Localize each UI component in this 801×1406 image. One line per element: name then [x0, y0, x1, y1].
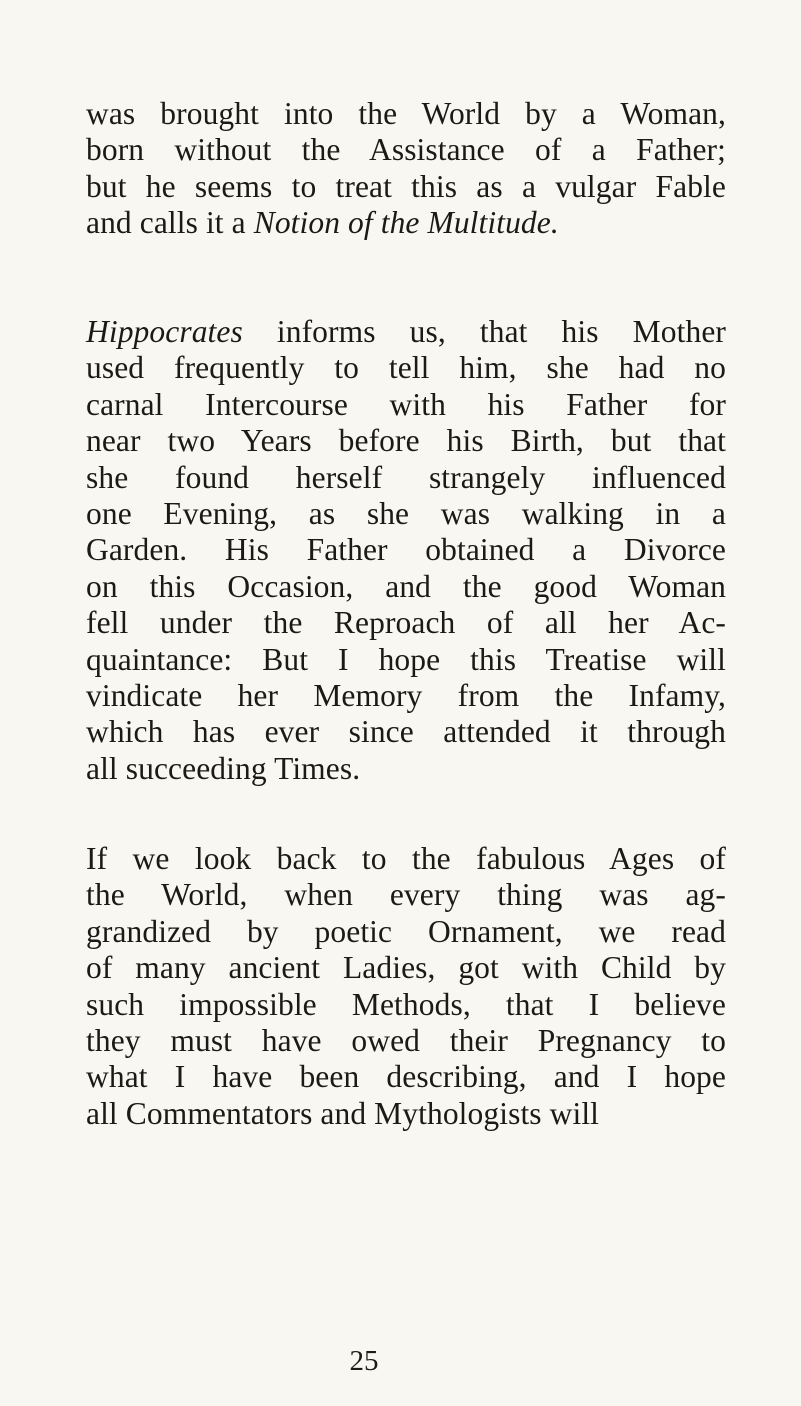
text-line: [86, 169, 726, 205]
text-line: [86, 96, 726, 132]
text-line: [86, 1059, 726, 1095]
page-number: 25: [349, 1345, 379, 1377]
text-segment: vindicate her Memory from the Infamy,: [86, 678, 726, 714]
text-line: [86, 496, 726, 532]
text-line: [86, 205, 726, 241]
text-segment: fell under the Reproach of all her Ac-: [86, 605, 726, 641]
text-segment: near two Years before his Birth, but that: [86, 423, 726, 459]
text-segment: what I have been describing, and I hope: [86, 1059, 726, 1095]
text-segment: but he seems to treat this as a vulgar Fable: [86, 168, 726, 204]
text-segment: was brought into the World by a Woman,: [86, 96, 726, 131]
text-segment: all Commentators and Mythologists will: [86, 1095, 600, 1131]
text-segment: they must have owed their Pregnancy to: [86, 1023, 726, 1059]
text-segment: carnal Intercourse with his Father for: [86, 386, 726, 422]
text-line: [86, 387, 726, 423]
paragraph-2: [86, 314, 726, 787]
text-line: [86, 132, 726, 168]
text-segment: grandized by poetic Ornament, we read: [86, 913, 726, 949]
text-line: [86, 950, 726, 986]
text-segment: quaintance: But I hope this Treatise will: [86, 641, 726, 677]
text-segment: such impossible Methods, that I believe: [86, 986, 726, 1022]
text-segment: the World, when every thing was ag-: [86, 877, 726, 913]
text-segment: one Evening, as she was walking in a: [86, 496, 726, 532]
italic-text: Notion of the Multitude.: [253, 205, 559, 241]
italic-text: Hippocrates: [86, 314, 243, 349]
text-segment: which has ever since attended it through: [86, 714, 726, 750]
text-line: [86, 605, 726, 641]
text-line: [86, 714, 726, 750]
text-segment: informs us, that his Mother: [242, 314, 726, 349]
text-line: [86, 1096, 726, 1132]
text-line: [86, 532, 726, 568]
text-line: [86, 914, 726, 950]
paragraph-3: [86, 841, 726, 1132]
text-line: [86, 751, 726, 787]
text-line: [86, 569, 726, 605]
text-segment: and calls it a: [86, 205, 254, 241]
text-line: [86, 987, 726, 1023]
text-line: [86, 678, 726, 714]
paragraph-1: [86, 96, 726, 242]
text-segment: born without the Assistance of a Father;: [86, 132, 726, 168]
text-line: [86, 642, 726, 678]
text-line: [86, 877, 726, 913]
text-segment: If we look back to the fabulous Ages of: [86, 841, 726, 876]
text-line: [86, 350, 726, 386]
text-segment: on this Occasion, and the good Woman: [86, 568, 726, 604]
text-segment: she found herself strangely influenced: [86, 459, 726, 495]
text-line: [86, 423, 726, 459]
text-line: [86, 314, 726, 350]
text-segment: of many ancient Ladies, got with Child by: [86, 950, 726, 986]
text-line: [86, 841, 726, 877]
text-segment: all succeeding Times.: [86, 750, 361, 786]
text-segment: used frequently to tell him, she had no: [86, 350, 726, 386]
text-line: [86, 460, 726, 496]
text-segment: Garden. His Father obtained a Divorce: [86, 532, 726, 568]
text-line: [86, 1023, 726, 1059]
